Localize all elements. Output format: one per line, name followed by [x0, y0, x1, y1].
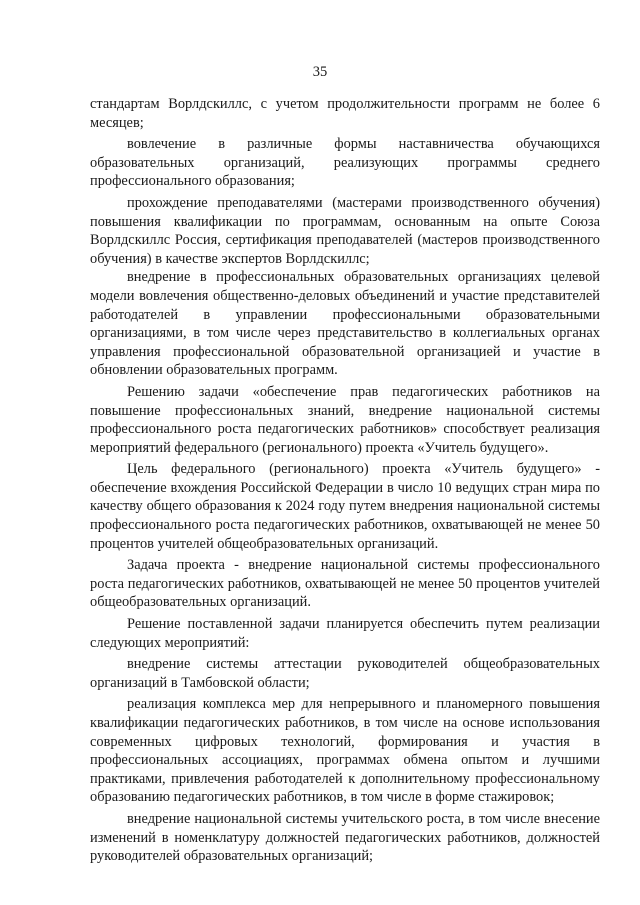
paragraph-teacher-training: прохождение преподавателями (мастерами производственного обучения) повышения квалификации по программам, основанным на опыте Союза Ворлдскиллс Россия, сертификация преподавателей (мастеров производственного обучения) в качестве экспертов Ворлдскиллс; — [90, 194, 600, 267]
paragraph-attestation: внедрение системы аттестации руководителей общеобразовательных организаций в Тамбовской области; — [90, 656, 600, 691]
paragraph-measures-intro: Решение поставленной задачи планируется обеспечить путем реализации следующих мероприятий: — [90, 616, 600, 651]
paragraph-growth-system: внедрение национальной системы учительского роста, в том числе внесение изменений в номенклатуру должностей педагогических работников, должностей руководителей образовательных организаций; — [90, 810, 600, 865]
paragraph-qualification: реализация комплекса мер для непрерывного и планомерного повышения квалификации педагогических работников, в том числе на основе использования современных цифровых технологий, формирования и участия в профессиональных ассоциациях, программах обмена опытом и лучшими практиками, привлечения работодателей к дополнительному профессиональному образованию педагогических работников, в том числе в форме стажировок; — [90, 696, 600, 806]
document-body — [90, 95, 600, 866]
paragraph-continuation: стандартам Ворлдскиллс, с учетом продолжительности программ не более 6 месяцев; — [90, 96, 600, 131]
paragraph-task-solution: Решению задачи «обеспечение прав педагогических работников на повышение профессиональных знаний, внедрение национальной системы профессионального роста педагогических работников» способствует реализация мероприятий федерального (регионального) проекта «Учитель будущего». — [90, 383, 600, 456]
paragraph-mentoring: вовлечение в различные формы наставничества обучающихся образовательных организаций, реализующих программы среднего профессионального образования; — [90, 136, 600, 190]
paragraph-project-goal: Цель федерального (регионального) проекта «Учитель будущего» - обеспечение вхождения Российской Федерации в число 10 ведущих стран мира по качеству общего образования к 2024 году путем внедрения национальной системы профессионального роста педагогических работников, охватывающей не менее 50 процентов учителей общеобразовательных организаций. — [90, 461, 600, 552]
page-number: 35 — [312, 64, 328, 80]
paragraph-target-model: внедрение в профессиональных образовательных организациях целевой модели вовлечения общественно-деловых объединений и участие представителей работодателей в управлении профессиональными образовательными организациями, в том числе через представительство в коллегиальных органах управления профессиональной образовательной организацией и участие в обновлении образовательных программ. — [90, 269, 600, 379]
paragraph-project-task: Задача проекта - внедрение национальной системы профессионального роста педагогических работников, охватывающей не менее 50 процентов учителей общеобразовательных организаций. — [90, 557, 600, 611]
